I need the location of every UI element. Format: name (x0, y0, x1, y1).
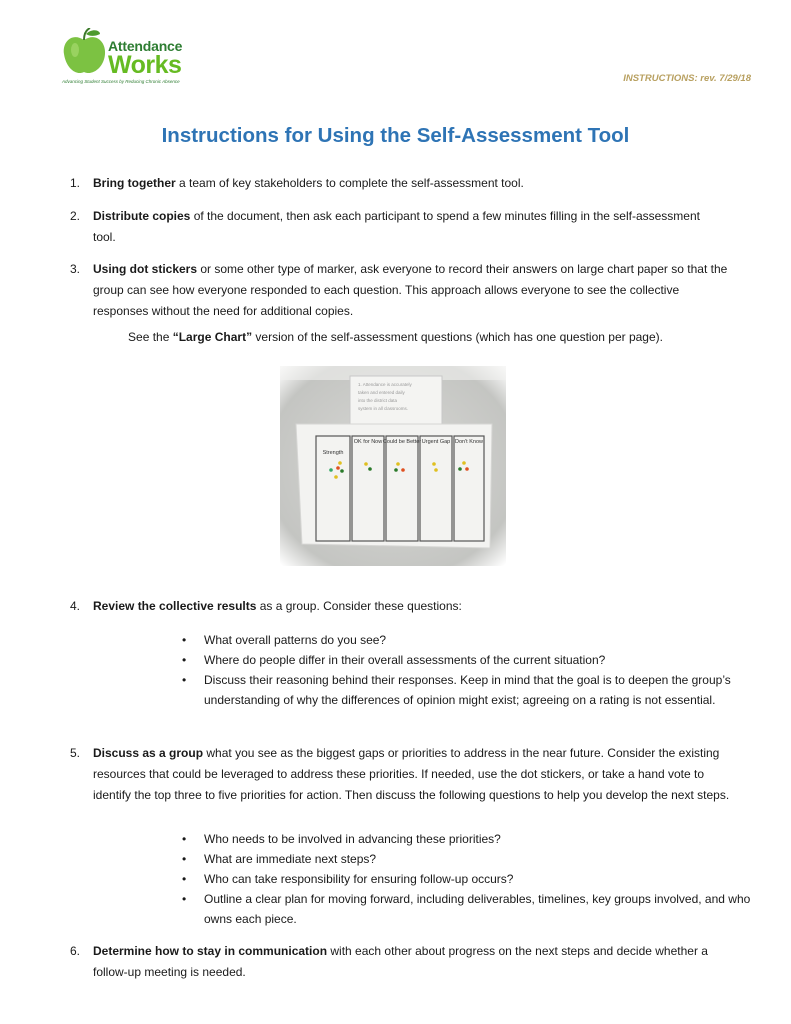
logo-tagline: Advancing Student Success by Reducing Chronic Absence (62, 79, 180, 84)
attendance-works-logo (62, 28, 202, 90)
note-line: taken and entered daily (358, 390, 405, 395)
step-number: 5. (70, 746, 81, 760)
list-item: • Where do people differ in their overall assessments of the current situation? (182, 653, 606, 667)
step-text: a team of key stakeholders to complete the self-assessment tool. (175, 176, 524, 190)
page-title: Instructions for Using the Self-Assessment Tool (161, 124, 630, 147)
step-number: 4. (70, 599, 81, 613)
column-label: Could be Better (382, 439, 422, 445)
column-label: OK for Now (353, 439, 383, 445)
step-4 (70, 596, 750, 617)
apple-icon (62, 28, 108, 78)
step-number: 2. (70, 209, 81, 223)
list-item-text: Where do people differ in their overall assessments of the current situation? (204, 653, 606, 667)
review-questions-list (178, 630, 753, 710)
large-chart-note (0, 330, 791, 344)
step-1 (70, 173, 750, 194)
list-item: • What overall patterns do you see? (182, 633, 387, 647)
step-text: or some other type of marker, ask everyone to record their answers on large chart paper so that the group can see how everyone responded to each question. This approach allows everyone to see the collective responses without the need for additional copies. (93, 262, 728, 318)
step-5 (70, 743, 742, 806)
list-item-text: What are immediate next steps? (204, 852, 377, 866)
step-lead: Determine how to stay in communication (93, 944, 328, 958)
step-text: as a group. Consider these questions: (256, 599, 462, 613)
step-number: 3. (70, 262, 81, 276)
step-lead: Using dot stickers (93, 262, 198, 276)
step-text: with each other about progress on the next steps and decide whether a follow-up meeting is needed. (93, 944, 708, 979)
step-6 (70, 941, 710, 983)
step-text: of the document, then ask each participant to spend a few minutes filling in the self-assessment tool. (93, 209, 700, 244)
column-label: Don't Know (455, 439, 483, 445)
step-lead: Review the collective results (93, 599, 257, 613)
list-item-text: Discuss their reasoning behind their responses. Keep in mind that the goal is to deepen the group’s understanding of why the differences of opinion might exist; agreeing on a rating is not essential. (204, 673, 731, 707)
step-3 (70, 259, 732, 322)
list-item: • Who needs to be involved in advancing these priorities? (182, 832, 501, 846)
list-item: • Who can take responsibility for ensuring follow-up occurs? (182, 872, 514, 886)
list-item: • Discuss their reasoning behind their responses. Keep in mind that the goal is to deepen the group’s understanding of why the differences of opinion might exist; agreeing on a rating is not essential. (182, 673, 731, 707)
discuss-questions-list (178, 829, 753, 929)
list-item: • What are immediate next steps? (182, 852, 377, 866)
list-item-text: Who needs to be involved in advancing these priorities? (204, 832, 501, 846)
step-text: what you see as the biggest gaps or priorities to address in the near future. Consider the existing resources that could be leveraged to address these priorities. If needed, use the dot stickers, or take a hand vote to identify the top three to five priorities for action. Then discuss the following questions to help you develop the next steps. (93, 746, 730, 802)
step-lead: Distribute copies (93, 209, 191, 223)
note-line: system in all classrooms. (358, 406, 409, 411)
step-lead: Discuss as a group (93, 746, 204, 760)
step-lead: Bring together (93, 176, 176, 190)
list-item-text: Outline a clear plan for moving forward, including deliverables, timelines, key groups involved, and who owns each piece. (204, 892, 751, 926)
note-bold: “Large Chart” (172, 330, 253, 344)
column-label: Urgent Gap (421, 439, 451, 445)
list-item-text: What overall patterns do you see? (204, 633, 387, 647)
column-label: Strength (322, 450, 344, 456)
list-item-text: Who can take responsibility for ensuring follow-up occurs? (204, 872, 514, 886)
list-item: • Outline a clear plan for moving forward, including deliverables, timelines, key groups involved, and who owns each piece. (182, 892, 751, 926)
note-line: 1. Attendance is accurately (358, 382, 412, 387)
step-number: 6. (70, 944, 81, 958)
note-line: into the district data (358, 398, 398, 403)
revision-date: INSTRUCTIONS: rev. 7/29/18 (623, 73, 751, 84)
step-2 (70, 206, 710, 248)
chart-paper-photo (280, 366, 506, 566)
note-text-after: version of the self-assessment questions (which has one question per page). (252, 330, 663, 344)
logo-line2: Works (108, 51, 182, 79)
logo-line1: Attendance (108, 38, 183, 54)
step-number: 1. (70, 176, 81, 190)
note-text-before: See the (128, 330, 173, 344)
